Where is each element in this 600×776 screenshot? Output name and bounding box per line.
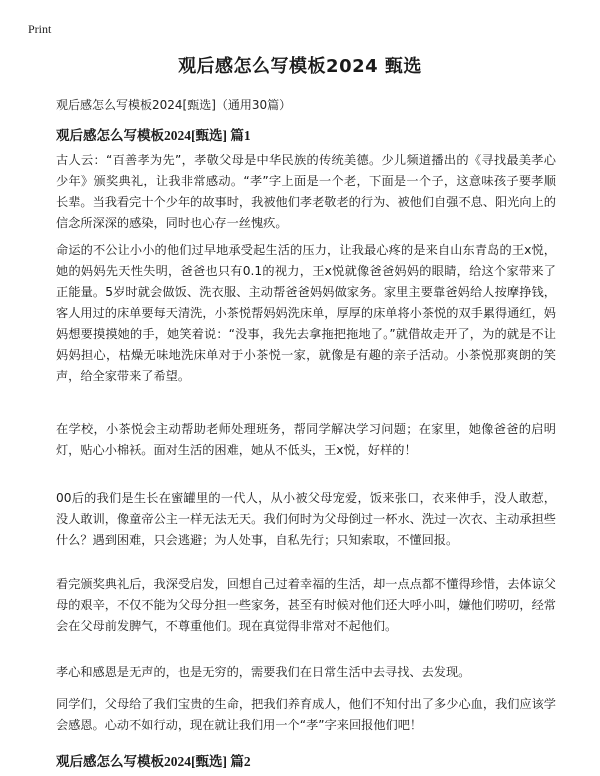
paragraph-4: 00后的我们是生长在蜜罐里的一代人，从小被父母宠爱，饭来张口，衣来伸手，没人敢惹，没人敢训，像童帝公主一样无法无天。我们何时为父母倒过一杯水、洗过一次衣、主动承担些什么？遇到困难，只会逃避；为人处事，自私先行；只知索取，不懂回报。 <box>56 491 556 547</box>
paragraph-6: 孝心和感恩是无声的，也是无穷的，需要我们在日常生活中去寻找、去发现。 <box>56 665 471 679</box>
section-heading-2: 观后感怎么写模板2024[甄选] 篇2 <box>56 754 251 769</box>
document-subtitle: 观后感怎么写模板2024[甄选]（通用30篇） <box>56 98 292 112</box>
section-heading-1: 观后感怎么写模板2024[甄选] 篇1 <box>56 128 251 143</box>
paragraph-7: 同学们，父母给了我们宝贵的生命，把我们养育成人，他们不知付出了多少心血，我们应该学会感恩。心动不如行动，现在就让我们用一个“孝”字来回报他们吧！ <box>56 697 556 732</box>
paragraph-3: 在学校，小茶悦会主动帮助老师处理班务，帮同学解决学习问题；在家里，她像爸爸的启明灯，贴心小棉袄。面对生活的困难，她从不低头，王x悦，好样的！ <box>56 422 556 457</box>
paragraph-5: 看完颁奖典礼后，我深受启发，回想自己过着幸福的生活，却一点点都不懂得珍惜，去体谅父母的艰辛，不仅不能为父母分担一些家务，甚至有时候对他们还大呼小叫，嫌他们唠叨，经常会在父母前发脾气，不尊重他们。现在真觉得非常对不起他们。 <box>56 577 556 633</box>
paragraph-2: 命运的不公让小小的他们过早地承受起生活的压力，让我最心疼的是来自山东青岛的王x悦，她的妈妈先天性失明，爸爸也只有0.1的视力，王x悦就像爸爸妈妈的眼睛，给这个家带来了正能量。5岁时就会做饭、洗衣服、主动帮爸爸妈妈做家务。家里主要靠爸妈给人按摩挣钱，客人用过的床单要每天清洗，小茶悦帮妈妈洗床单，厚厚的床单将小茶悦的双手累得通红，妈妈想要摸摸她的手，她笑着说：“没事，我先去拿拖把拖地了。”就借故走开了，为的就是不让妈妈担心，枯燥无味地洗床单对于小茶悦一家，就像是有趣的亲子活动。小茶悦那爽朗的笑声，给全家带来了希望。 <box>56 243 556 383</box>
paragraph-1: 古人云：“百善孝为先”，孝敬父母是中华民族的传统美德。少儿频道播出的《寻找最美孝心少年》颁奖典礼，让我非常感动。“孝”字上面是一个老，下面是一个子，这意味孩子要孝顺长辈。当我看完十个少年的故事时，我被他们孝老敬老的行为、被他们自强不息、阳光向上的信念所深深的感染，同时也心存一丝愧疚。 <box>56 153 556 230</box>
print-label[interactable]: Print <box>28 22 52 36</box>
document-title: 观后感怎么写模板2024 甄选 <box>178 56 422 77</box>
